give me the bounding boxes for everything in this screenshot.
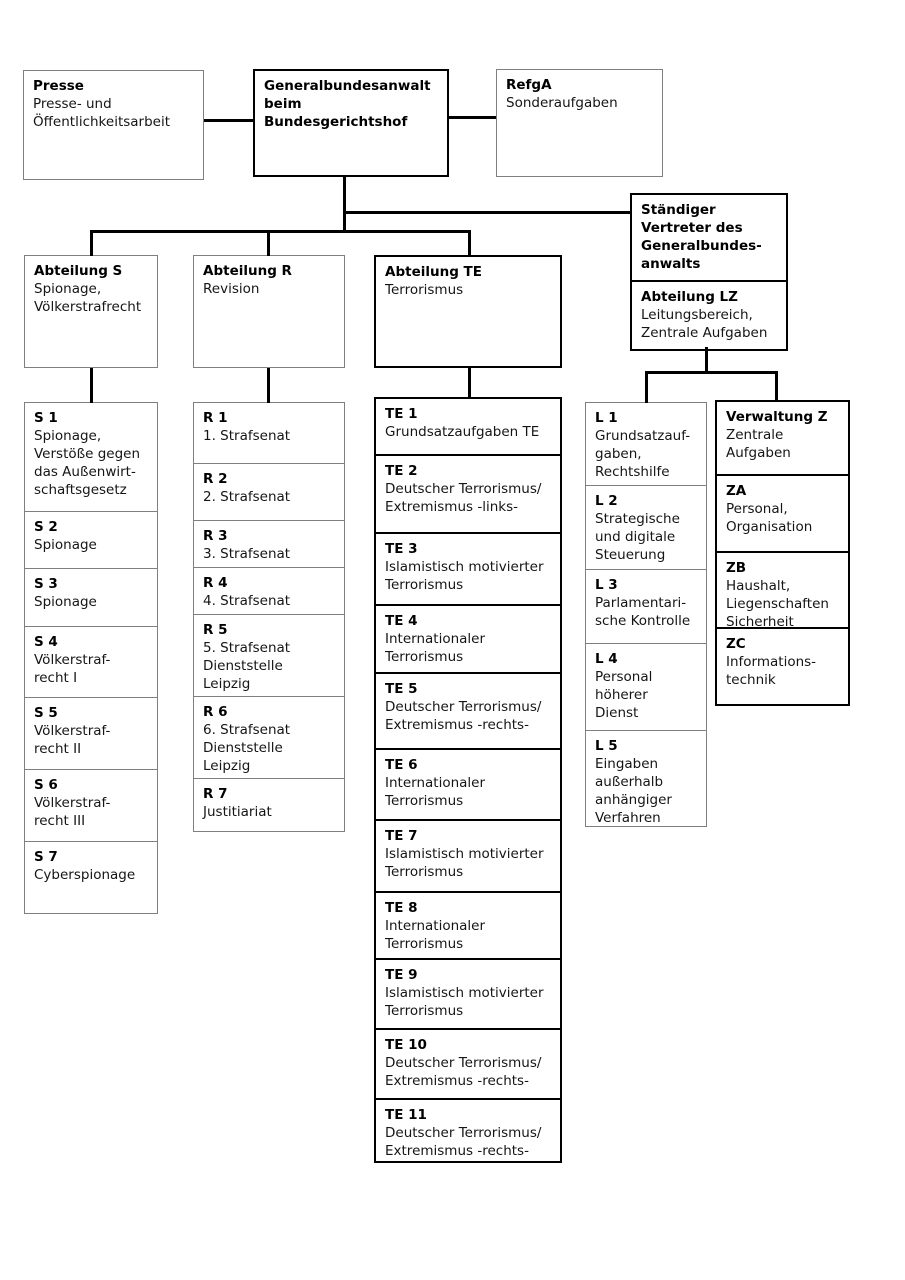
org-box-text-line: Extremismus -rechts- bbox=[385, 717, 529, 733]
org-box-r5 bbox=[194, 614, 344, 696]
org-box-text-line: Leipzig bbox=[203, 758, 251, 774]
org-box-text-line: und digitale bbox=[595, 529, 676, 545]
org-box-title: L 2 bbox=[595, 493, 618, 509]
org-box-text-line: Spionage bbox=[34, 537, 97, 553]
org-box-text-line: außerhalb bbox=[595, 774, 664, 790]
org-box-text-line: Steuerung bbox=[595, 547, 666, 563]
org-box-staendiger-vertreter bbox=[632, 195, 786, 280]
org-box-text-line: Völkerstraf- bbox=[34, 795, 111, 811]
org-box-text-line: Internationaler bbox=[385, 918, 486, 934]
org-box-title: TE 10 bbox=[385, 1037, 427, 1053]
org-box-s2 bbox=[25, 511, 157, 568]
org-box-title: S 1 bbox=[34, 410, 58, 426]
org-box-text-line: 3. Strafsenat bbox=[203, 546, 291, 562]
org-box-text-line: recht I bbox=[34, 670, 78, 686]
org-box-title: Abteilung TE bbox=[385, 264, 482, 280]
org-box-title: S 7 bbox=[34, 849, 58, 865]
org-box-text-line: Organisation bbox=[726, 519, 813, 535]
org-box-r1 bbox=[194, 403, 344, 463]
org-box-text-line: Cyberspionage bbox=[34, 867, 136, 883]
org-box-title: TE 8 bbox=[385, 900, 418, 916]
org-box-text-line: Sonderaufgaben bbox=[506, 95, 618, 111]
org-box-text-line: Verfahren bbox=[595, 810, 661, 826]
org-box-text-line: Extremismus -rechts- bbox=[385, 1143, 529, 1159]
org-box-text-line: Deutscher Terrorismus/ bbox=[385, 699, 542, 715]
org-box-te4 bbox=[376, 604, 560, 672]
org-box-te10 bbox=[376, 1028, 560, 1098]
org-box-te1 bbox=[376, 399, 560, 454]
org-box-title: S 5 bbox=[34, 705, 58, 721]
org-box-abteilung-s bbox=[24, 255, 158, 368]
org-box-text-line: Terrorismus bbox=[385, 864, 464, 880]
org-box-text-line: Haushalt, bbox=[726, 578, 791, 594]
org-box-title: TE 2 bbox=[385, 463, 418, 479]
org-box-s5 bbox=[25, 697, 157, 769]
org-box-s6 bbox=[25, 769, 157, 841]
org-box-text-line: Dienst bbox=[595, 705, 639, 721]
org-box-text-line: recht II bbox=[34, 741, 82, 757]
org-box-verwaltung-z bbox=[717, 402, 848, 474]
org-box-r7 bbox=[194, 778, 344, 831]
org-box-text-line: Presse- und bbox=[33, 96, 112, 112]
org-box-za bbox=[717, 474, 848, 551]
org-box-title: Presse bbox=[33, 78, 84, 94]
org-box-title: anwalts bbox=[641, 256, 701, 272]
org-box-l1 bbox=[586, 403, 706, 485]
org-box-title: TE 5 bbox=[385, 681, 418, 697]
org-box-title: S 4 bbox=[34, 634, 58, 650]
org-box-text-line: Zentrale Aufgaben bbox=[641, 325, 768, 341]
org-box-text-line: Revision bbox=[203, 281, 260, 297]
org-box-text-line: Justitiariat bbox=[203, 804, 272, 820]
org-box-text-line: 4. Strafsenat bbox=[203, 593, 291, 609]
org-box-te5 bbox=[376, 672, 560, 748]
org-box-te2 bbox=[376, 454, 560, 532]
org-box-title: R 3 bbox=[203, 528, 228, 544]
org-box-text-line: Völkerstraf- bbox=[34, 652, 111, 668]
org-box-zb bbox=[717, 551, 848, 627]
org-box-text-line: Grundsatzauf- bbox=[595, 428, 691, 444]
org-box-text-line: Dienststelle bbox=[203, 740, 283, 756]
org-box-text-line: Terrorismus bbox=[385, 282, 464, 298]
org-box-s4 bbox=[25, 626, 157, 697]
org-box-title: Bundesgerichtshof bbox=[264, 114, 408, 130]
org-box-te3 bbox=[376, 532, 560, 604]
org-box-r2 bbox=[194, 463, 344, 520]
org-box-title: Generalbundesanwalt bbox=[264, 78, 431, 94]
connector-branch-staendiger bbox=[343, 211, 630, 214]
connector-rail-drop-s bbox=[90, 230, 93, 256]
org-box-title: R 4 bbox=[203, 575, 228, 591]
org-box-text-line: Grundsatzaufgaben TE bbox=[385, 424, 540, 440]
org-box-title: Vertreter des bbox=[641, 220, 743, 236]
org-box-title: L 5 bbox=[595, 738, 618, 754]
org-box-text-line: 1. Strafsenat bbox=[203, 428, 291, 444]
org-box-text-line: 6. Strafsenat bbox=[203, 722, 291, 738]
column-leadership bbox=[630, 193, 788, 351]
org-box-text-line: Eingaben bbox=[595, 756, 659, 772]
org-box-text-line: gaben, bbox=[595, 446, 642, 462]
connector-presse-gba bbox=[204, 119, 253, 122]
org-box-title: ZC bbox=[726, 636, 746, 652]
org-box-r6 bbox=[194, 696, 344, 778]
org-box-te8 bbox=[376, 891, 560, 958]
org-box-title: Generalbundes- bbox=[641, 238, 762, 254]
org-box-text-line: Leitungsbereich, bbox=[641, 307, 753, 323]
org-box-text-line: Islamistisch motivierter bbox=[385, 846, 544, 862]
connector-rail-drop-te bbox=[468, 230, 471, 256]
column-te bbox=[374, 397, 562, 1163]
org-box-text-line: schaftsgesetz bbox=[34, 482, 127, 498]
org-box-title: R 5 bbox=[203, 622, 228, 638]
org-box-text-line: das Außenwirt- bbox=[34, 464, 136, 480]
org-box-l3 bbox=[586, 569, 706, 643]
connector-rail-abteilungen bbox=[90, 230, 471, 233]
org-box-text-line: Terrorismus bbox=[385, 1003, 464, 1019]
org-box-title: R 7 bbox=[203, 786, 228, 802]
org-box-title: ZA bbox=[726, 483, 747, 499]
org-box-text-line: 5. Strafsenat bbox=[203, 640, 291, 656]
connector-rail-drop-r bbox=[267, 230, 270, 256]
org-box-text-line: 2. Strafsenat bbox=[203, 489, 291, 505]
org-box-text-line: Personal, bbox=[726, 501, 788, 517]
org-box-text-line: Informations- bbox=[726, 654, 817, 670]
org-box-s7 bbox=[25, 841, 157, 913]
org-box-title: ZB bbox=[726, 560, 747, 576]
column-r bbox=[193, 402, 345, 832]
org-box-text-line: technik bbox=[726, 672, 776, 688]
org-box-text-line: Leipzig bbox=[203, 676, 251, 692]
org-box-text-line: Deutscher Terrorismus/ bbox=[385, 1055, 542, 1071]
org-box-r3 bbox=[194, 520, 344, 567]
org-box-text-line: sche Kontrolle bbox=[595, 613, 691, 629]
org-box-title: TE 4 bbox=[385, 613, 418, 629]
org-box-title: L 4 bbox=[595, 651, 618, 667]
org-box-s1 bbox=[25, 403, 157, 511]
connector-abt-s-col bbox=[90, 368, 93, 403]
org-box-title: R 1 bbox=[203, 410, 228, 426]
connector-lz-down bbox=[705, 347, 708, 373]
org-box-title: TE 7 bbox=[385, 828, 418, 844]
org-box-title: TE 3 bbox=[385, 541, 418, 557]
connector-abt-te-col bbox=[468, 368, 471, 398]
org-box-abteilung-lz bbox=[632, 280, 786, 349]
column-s bbox=[24, 402, 158, 914]
connector-lz-split bbox=[645, 371, 778, 374]
org-box-title: TE 9 bbox=[385, 967, 418, 983]
org-box-title: Abteilung R bbox=[203, 263, 292, 279]
org-box-title: Ständiger bbox=[641, 202, 716, 218]
org-box-title: TE 11 bbox=[385, 1107, 427, 1123]
org-box-text-line: Spionage bbox=[34, 594, 97, 610]
column-l bbox=[585, 402, 707, 827]
org-box-title: Verwaltung Z bbox=[726, 409, 828, 425]
org-box-text-line: Islamistisch motivierter bbox=[385, 559, 544, 575]
connector-gba-down bbox=[343, 177, 346, 233]
org-box-title: L 3 bbox=[595, 577, 618, 593]
org-box-title: beim bbox=[264, 96, 302, 112]
org-box-text-line: Deutscher Terrorismus/ bbox=[385, 1125, 542, 1141]
org-box-title: RefgA bbox=[506, 77, 552, 93]
org-box-text-line: Internationaler bbox=[385, 775, 486, 791]
org-box-title: R 2 bbox=[203, 471, 228, 487]
org-box-text-line: anhängiger bbox=[595, 792, 672, 808]
org-box-title: R 6 bbox=[203, 704, 228, 720]
connector-split-drop-l bbox=[645, 371, 648, 403]
connector-gba-refga bbox=[449, 116, 496, 119]
org-box-text-line: Extremismus -rechts- bbox=[385, 1073, 529, 1089]
org-box-title: S 3 bbox=[34, 576, 58, 592]
connector-split-drop-z bbox=[775, 371, 778, 401]
org-box-text-line: Strategische bbox=[595, 511, 680, 527]
org-box-text-line: Terrorismus bbox=[385, 577, 464, 593]
org-box-presse bbox=[23, 70, 204, 180]
org-box-text-line: Deutscher Terrorismus/ bbox=[385, 481, 542, 497]
org-box-text-line: Sicherheit bbox=[726, 614, 794, 627]
org-box-te11 bbox=[376, 1098, 560, 1161]
org-box-l5 bbox=[586, 730, 706, 826]
org-box-te9 bbox=[376, 958, 560, 1028]
org-box-abteilung-te bbox=[374, 255, 562, 368]
org-box-text-line: Öffentlichkeitsarbeit bbox=[33, 114, 171, 130]
org-box-text-line: Personal bbox=[595, 669, 653, 685]
org-box-text-line: Terrorismus bbox=[385, 649, 464, 665]
org-box-title: Abteilung S bbox=[34, 263, 123, 279]
connector-abt-r-col bbox=[267, 368, 270, 403]
org-box-s3 bbox=[25, 568, 157, 626]
org-box-text-line: recht III bbox=[34, 813, 86, 829]
org-box-text-line: Zentrale bbox=[726, 427, 784, 443]
org-box-text-line: Islamistisch motivierter bbox=[385, 985, 544, 1001]
org-box-text-line: Völkerstrafrecht bbox=[34, 299, 142, 315]
org-box-l2 bbox=[586, 485, 706, 569]
org-box-refga bbox=[496, 69, 663, 177]
org-box-text-line: Aufgaben bbox=[726, 445, 791, 461]
org-box-text-line: Parlamentari- bbox=[595, 595, 687, 611]
org-box-title: TE 1 bbox=[385, 406, 418, 422]
org-box-text-line: Terrorismus bbox=[385, 793, 464, 809]
org-box-abteilung-r bbox=[193, 255, 345, 368]
org-box-text-line: Liegenschaften bbox=[726, 596, 829, 612]
org-box-text-line: Terrorismus bbox=[385, 936, 464, 952]
org-box-text-line: Spionage, bbox=[34, 281, 102, 297]
org-box-text-line: Internationaler bbox=[385, 631, 486, 647]
org-box-text-line: Spionage, bbox=[34, 428, 102, 444]
org-box-title: L 1 bbox=[595, 410, 618, 426]
org-box-title: Abteilung LZ bbox=[641, 289, 738, 305]
column-z bbox=[715, 400, 850, 706]
org-box-l4 bbox=[586, 643, 706, 730]
org-box-text-line: Verstöße gegen bbox=[34, 446, 141, 462]
org-box-generalbundesanwalt bbox=[253, 69, 449, 177]
org-box-r4 bbox=[194, 567, 344, 614]
org-box-text-line: Völkerstraf- bbox=[34, 723, 111, 739]
org-box-text-line: Rechtshilfe bbox=[595, 464, 670, 480]
org-box-title: S 2 bbox=[34, 519, 58, 535]
org-box-zc bbox=[717, 627, 848, 704]
org-box-te7 bbox=[376, 819, 560, 891]
org-box-te6 bbox=[376, 748, 560, 819]
org-box-text-line: Dienststelle bbox=[203, 658, 283, 674]
org-box-text-line: Extremismus -links- bbox=[385, 499, 518, 515]
org-box-title: S 6 bbox=[34, 777, 58, 793]
org-box-text-line: höherer bbox=[595, 687, 648, 703]
org-box-title: TE 6 bbox=[385, 757, 418, 773]
